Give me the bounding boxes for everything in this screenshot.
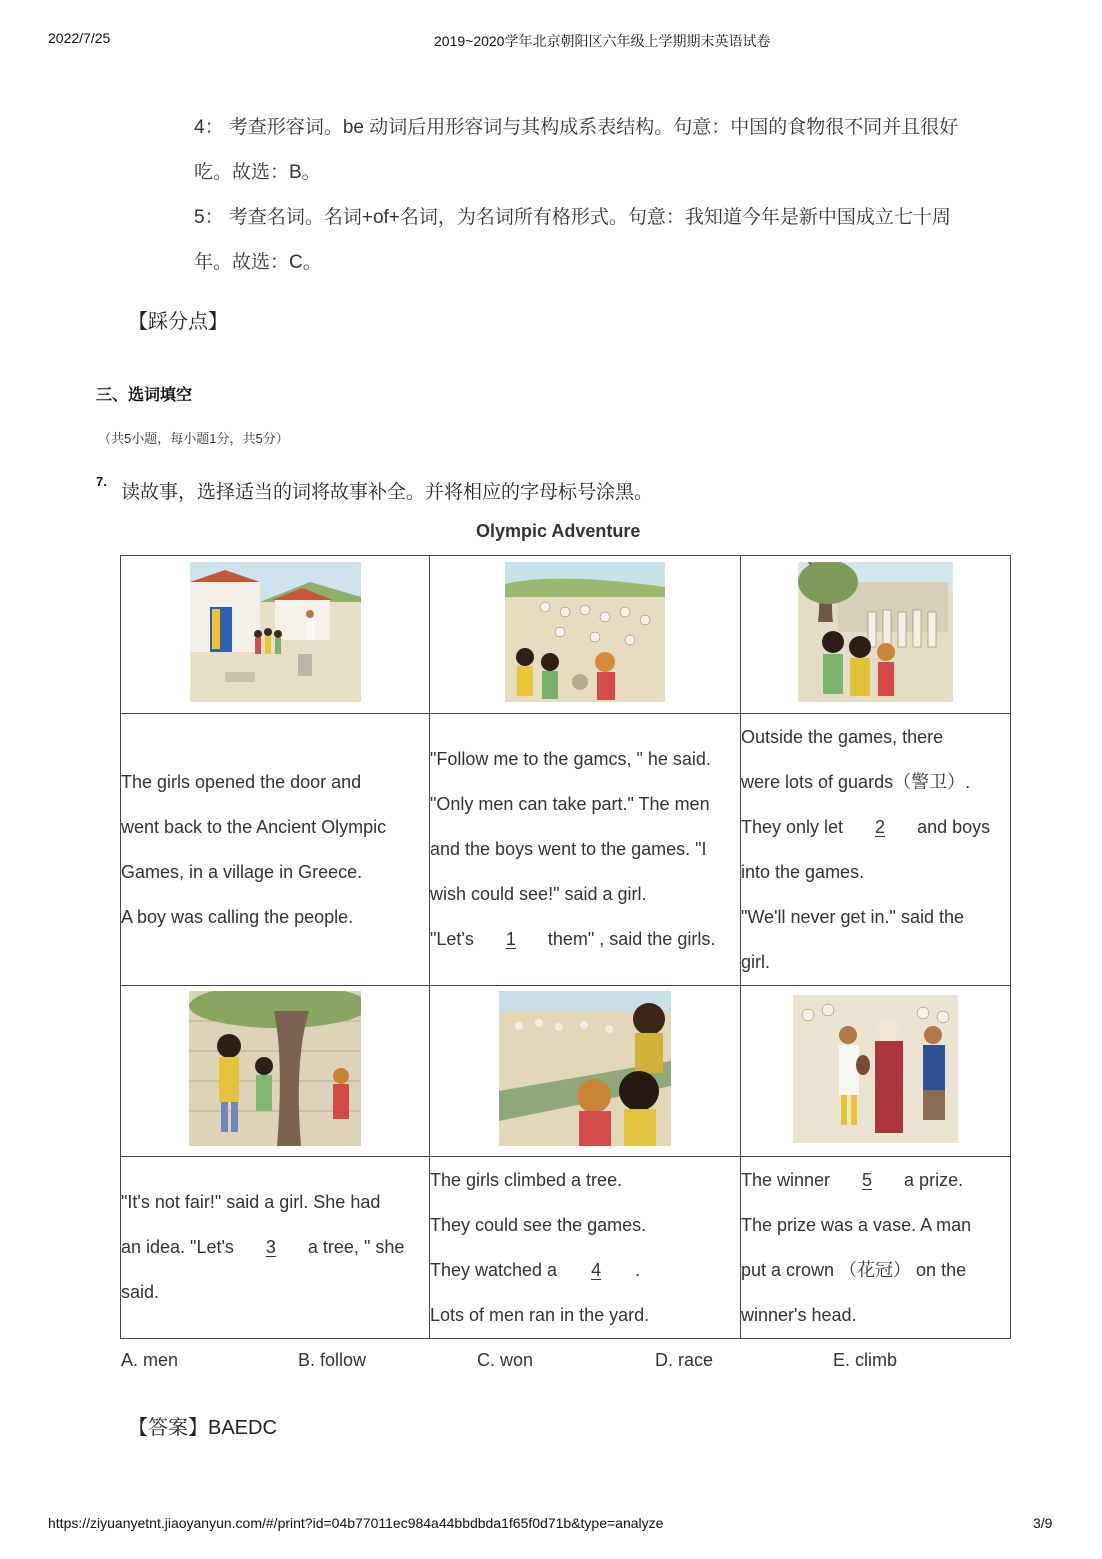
option-a: A. men [121, 1350, 179, 1370]
panel-6-line-1 [741, 1158, 1010, 1203]
panel-5-line-3-pre: They watched a [430, 1259, 563, 1280]
explanation-5-line1: 5： 考查名词。名词+of+名词，为名词所有格形式。句意：我知道今年是新中国成立七十周 [194, 207, 951, 228]
panel-2-line-5-post: them" , said the girls. [542, 929, 716, 949]
explanation-4-line2: 吃。故选：B。 [194, 162, 321, 183]
panel-2-line-5-pre: "Let's [430, 929, 479, 949]
panel-3-line-3 [741, 805, 1010, 850]
explanation-5-line2: 年。故选：C。 [194, 252, 322, 273]
panel-5-line-3-post: . [630, 1259, 641, 1280]
panel-6-line-3: put a crown （花冠） on the [741, 1259, 967, 1280]
blank-2: 2 [875, 816, 886, 837]
panel-2-line-1: "Follow me to the gamcs, " he said. [430, 749, 711, 769]
blank-3: 3 [265, 1237, 276, 1257]
panel-4-text [121, 1180, 429, 1315]
story-table [120, 555, 1011, 1339]
panel-4-line-2-pre: an idea. "Let's [121, 1237, 239, 1257]
option-b: B. follow [298, 1350, 367, 1370]
blank-4: 4 [591, 1259, 602, 1280]
winner-crown-illustration [793, 995, 958, 1143]
panel-3-text [741, 715, 1010, 985]
panel-2-line-2: "Only men can take part." The men [430, 794, 710, 814]
panel-4-image-cell [121, 986, 430, 1157]
panel-3-line-3-pre: They only let [741, 816, 849, 837]
story-title: Olympic Adventure [476, 521, 641, 541]
panel-3-text-cell [741, 714, 1011, 986]
guards-illustration [798, 562, 953, 702]
panel-6-text-cell [741, 1157, 1011, 1339]
blank-1: 1 [505, 929, 516, 949]
crowd-illustration [505, 562, 665, 702]
panel-6-line-1-post: a prize. [899, 1169, 964, 1190]
panel-2-line-5 [430, 917, 740, 962]
panel-5-line-3 [430, 1248, 740, 1293]
panel-5-line-4: Lots of men ran in the yard. [430, 1304, 650, 1325]
panel-2-text [430, 737, 740, 962]
panel-3-line-5: "We'll never get in." said the [741, 906, 964, 927]
panel-3-line-3-post: and boys [912, 816, 991, 837]
question-number: 7. [96, 474, 107, 489]
panel-4-line-2-post: a tree, " she [302, 1237, 405, 1257]
panel-4-line-2 [121, 1225, 429, 1270]
scoring-points-label: 【踩分点】 [128, 311, 228, 333]
watching-race-illustration [499, 991, 671, 1146]
panel-1-text [121, 760, 429, 940]
question-prompt: 读故事，选择适当的词将故事补全。并将相应的字母标号涂黑。 [121, 482, 654, 503]
panel-5-image-cell [430, 986, 741, 1157]
panel-1-line-3: Games, in a village in Greece. [121, 861, 363, 882]
panel-3-line-6: girl. [741, 951, 771, 972]
panel-1-line-2: went back to the Ancient Olympic [121, 816, 387, 837]
print-date: 2022/7/25 [48, 30, 111, 46]
blank-5: 5 [862, 1169, 873, 1190]
panel-2-line-3: and the boys went to the games. "I [430, 839, 707, 859]
footer-url[interactable]: https://ziyuanyetnt.jiaoyanyun.com/#/print?id=04b77011ec984a44bbdbda1f65f0d71b&type=analyze [48, 1515, 664, 1531]
option-e: E. climb [833, 1350, 898, 1370]
option-d: D. race [655, 1350, 714, 1370]
panel-2-image-cell [430, 556, 741, 714]
section-note: （共5小题，每小题1分，共5分） [98, 431, 289, 446]
panel-6-line-2: The prize was a vase. A man [741, 1214, 972, 1235]
panel-3-line-4: into the games. [741, 861, 865, 882]
page-number: 3/9 [1033, 1515, 1053, 1531]
panel-1-text-cell [121, 714, 430, 986]
explanation-4-line1: 4： 考查形容词。be 动词后用形容词与其构成系表结构。句意：中国的食物很不同并且很好 [194, 117, 959, 138]
panel-3-line-1: Outside the games, there [741, 726, 944, 747]
section-title: 三、选词填空 [96, 387, 193, 404]
panel-5-line-1: The girls climbed a tree. [430, 1169, 623, 1190]
panel-5-line-2: They could see the games. [430, 1214, 647, 1235]
panel-1-line-1: The girls opened the door and [121, 771, 362, 792]
panel-6-line-1-pre: The winner [741, 1169, 836, 1190]
panel-1-image-cell [121, 556, 430, 714]
panel-5-text [430, 1158, 740, 1338]
panel-2-text-cell [430, 714, 741, 986]
panel-4-line-3: said. [121, 1282, 160, 1302]
document-title: 2019~2020学年北京朝阳区六年级上学期期末英语试卷 [434, 33, 771, 49]
explanation-block [194, 105, 1024, 285]
panel-4-line-1: "It's not fair!" said a girl. She had [121, 1192, 381, 1212]
panel-3-image-cell [741, 556, 1011, 714]
panel-5-text-cell [430, 1157, 741, 1339]
panel-2-line-4: wish could see!" said a girl. [430, 884, 647, 904]
panel-6-text [741, 1158, 1010, 1338]
wall-tree-illustration [189, 991, 361, 1146]
answer-line: 【答案】BAEDC [128, 1417, 277, 1439]
panel-6-image-cell [741, 986, 1011, 1157]
panel-6-line-4: winner's head. [741, 1304, 857, 1325]
panel-4-text-cell [121, 1157, 430, 1339]
panel-3-line-2: were lots of guards（警卫）. [741, 771, 971, 792]
panel-1-line-4: A boy was calling the people. [121, 906, 354, 927]
village-door-illustration [190, 562, 361, 702]
option-c: C. won [477, 1350, 534, 1370]
